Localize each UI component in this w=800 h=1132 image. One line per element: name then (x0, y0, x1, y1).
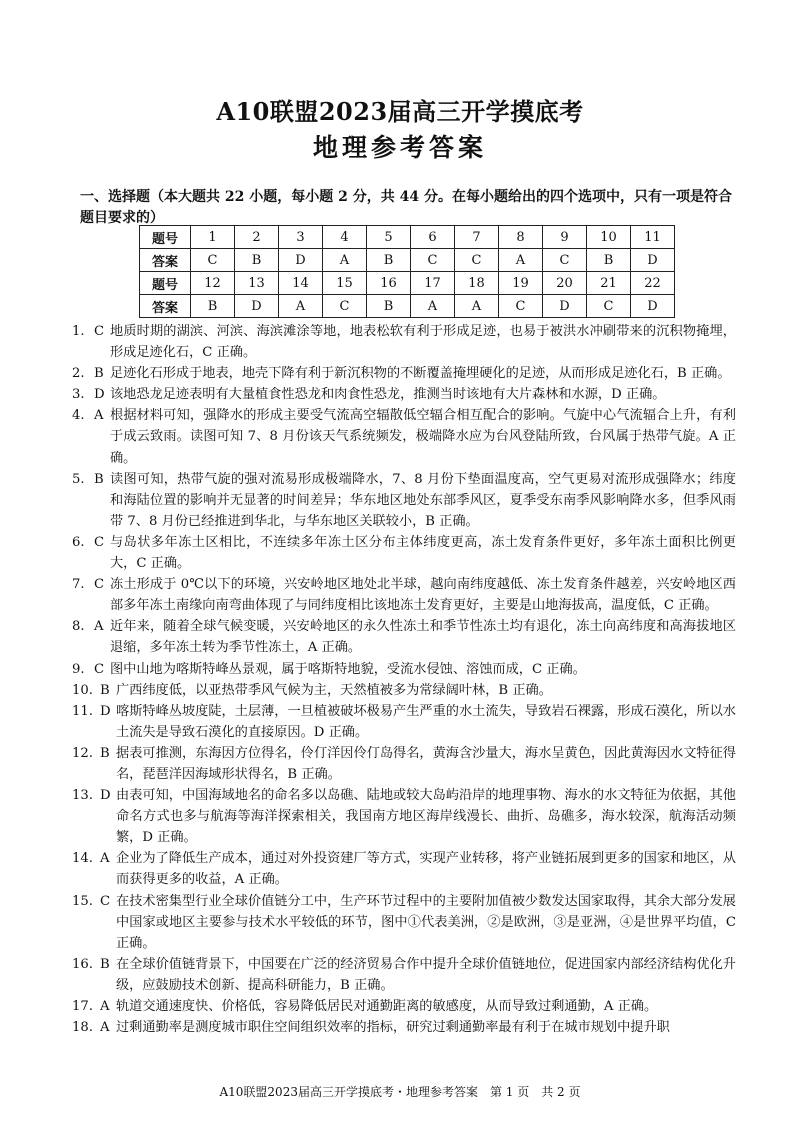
answer-explanations (72, 321, 736, 1038)
item-text: 由表可知，中国海域地名的命名多以岛礁、陆地或较大岛屿沿岸的地理事物、海水的水文特征为依据，其他命名方式也多与航海等海洋探索相关，我国南方地区海岸线漫长、曲折、岛礁多，海水较深，航海活动频繁，D 正确。 (116, 788, 736, 846)
item-answer: C (94, 661, 105, 677)
item-number: 2. (72, 366, 85, 382)
item-answer: C (94, 534, 105, 550)
page-subtitle: 地理参考答案 (312, 133, 487, 162)
item-text: 与岛状多年冻土区相比，不连续多年冻土区分布主体纬度更高，冻土发育条件更好，多年冻土面积比例更大，C 正确。 (110, 534, 736, 572)
section-heading: 一、选择题（本大题共 22 小题，每小题 2 分，共 44 分。在每小题给出的四个选项中，只有一项是符合题目要求的） (80, 189, 732, 226)
table-cell: B (587, 249, 631, 272)
item-text: 读图可知，热带气旋的强对流易形成极端降水，7、8 月份下垫面温度高，空气更易对流形成强降水；纬度和海陆位置的影响并无显著的时间差异；华东地区地处东部季风区，夏季受东南季风影响降水多，但季风雨带 7、8 月份已经推进到华北，与华东地区关联较小，B 正确。 (110, 471, 736, 529)
table-cell: C (191, 249, 235, 272)
item-number: 5. (72, 471, 85, 487)
item-text: 在技术密集型行业全球价值链分工中，生产环节过程中的主要附加值被少数发达国家取得，其余大部分发展中国家或地区主要参与技术水平较低的环节，图中①代表美洲，②是欧洲，③是亚洲，④是世界平均值，C 正确。 (116, 893, 736, 951)
table-cell: D (235, 295, 279, 318)
item-number: 6. (72, 534, 85, 550)
table-row (140, 295, 675, 318)
page-footer: A10联盟2023届高三开学摸底考・地理参考答案 第 1 页 共 2 页 (219, 1085, 581, 1099)
item-text: 轨道交通速度快、价格低，容易降低居民对通勤距离的敏感度，从而导致过剩通勤，A 正确。 (116, 999, 658, 1014)
table-cell: 19 (499, 272, 543, 295)
table-row (140, 226, 675, 249)
table-cell: 6 (411, 226, 455, 249)
table-row (140, 272, 675, 295)
item-answer: B (94, 471, 104, 487)
table-cell: 11 (631, 226, 675, 249)
item-answer: A (100, 1020, 110, 1036)
item-text: 过剩通勤率是测度城市职住空间组织效率的指标，研究过剩通勤率最有利于在城市规划中提升职 (116, 1020, 670, 1036)
item-number: 3. (72, 387, 85, 403)
item-text: 地质时期的湖滨、河滨、海滨滩涂等地，地表松软有利于形成足迹，也易于被洪水冲刷带来的沉积物掩埋，形成足迹化石，C 正确。 (110, 324, 736, 361)
list-item (72, 954, 736, 996)
table-cell: C (499, 295, 543, 318)
table-cell: 1 (191, 226, 235, 249)
list-item (72, 659, 736, 680)
item-number: 14. (72, 851, 93, 867)
table-cell: 9 (543, 226, 587, 249)
item-text: 在全球价值链背景下，中国要在广泛的经济贸易合作中提升全球价值链地位，促进国家内部经济结构优化升级，应鼓励技术创新、提高科研能力，B 正确。 (116, 956, 736, 993)
table-cell: 12 (191, 272, 235, 295)
table-header-cell: 答案 (140, 295, 191, 318)
list-item (72, 701, 736, 743)
list-item (72, 680, 736, 701)
table-cell: A (499, 249, 543, 272)
table-cell: 20 (543, 272, 587, 295)
item-text: 图中山地为喀斯特峰丛景观，属于喀斯特地貌，受流水侵蚀、溶蚀而成，C 正确。 (110, 661, 586, 677)
table-cell: 13 (235, 272, 279, 295)
item-number: 18. (72, 1020, 93, 1036)
table-cell: B (191, 295, 235, 318)
table-cell: C (455, 249, 499, 272)
table-header-cell: 题号 (140, 272, 191, 295)
table-cell: A (279, 295, 323, 318)
table-cell: A (323, 249, 367, 272)
item-answer: B (100, 682, 110, 698)
item-answer: D (100, 703, 111, 719)
list-item (72, 384, 736, 405)
item-number: 15. (72, 893, 93, 909)
table-cell: 14 (279, 272, 323, 295)
table-cell: C (323, 295, 367, 318)
table-cell: 10 (587, 226, 631, 249)
table-header-cell: 答案 (140, 249, 191, 272)
answer-table (139, 225, 675, 318)
item-answer: A (100, 999, 110, 1014)
table-cell: D (279, 249, 323, 272)
item-answer: D (94, 387, 105, 403)
table-cell: 18 (455, 272, 499, 295)
table-cell: C (543, 249, 587, 272)
table-cell: 22 (631, 272, 675, 295)
item-answer: A (94, 619, 104, 635)
table-row (140, 249, 675, 272)
table-cell: 8 (499, 226, 543, 249)
table-cell: D (631, 249, 675, 272)
list-item (72, 616, 736, 658)
list-item (72, 785, 736, 848)
table-cell: D (631, 295, 675, 318)
table-cell: 5 (367, 226, 411, 249)
item-text: 广西纬度低，以亚热带季风气候为主，天然植被多为常绿阔叶林，B 正确。 (116, 682, 552, 698)
list-item (72, 363, 736, 384)
table-cell: B (367, 249, 411, 272)
item-text: 喀斯特峰丛坡度陡，土层薄，一旦植被破坏极易产生严重的水土流失，导致岩石裸露，形成石漠化，所以水土流失是导致石漠化的直接原因。D 正确。 (116, 703, 736, 740)
item-number: 17. (72, 999, 93, 1014)
list-item (72, 405, 736, 468)
list-item (72, 996, 736, 1017)
table-cell: A (455, 295, 499, 318)
list-item (72, 321, 736, 363)
page-title: A10联盟2023届高三开学摸底考 (216, 97, 584, 126)
table-cell: B (235, 249, 279, 272)
table-cell: 4 (323, 226, 367, 249)
item-number: 4. (72, 408, 85, 424)
item-text: 冻土形成于 0℃以下的环境，兴安岭地区地处北半球，越向南纬度越低、冻土发育条件越差，兴安岭地区西部多年冻土南缘向南弯曲体现了与同纬度相比该地冻土发育更好，主要是山地海拔高，温度低，C 正确。 (110, 577, 736, 614)
item-answer: A (94, 408, 104, 424)
item-number: 11. (72, 703, 93, 719)
table-cell: 17 (411, 272, 455, 295)
item-answer: B (100, 745, 110, 761)
table-cell: D (543, 295, 587, 318)
table-cell: 15 (323, 272, 367, 295)
list-item (72, 469, 736, 532)
item-number: 8. (72, 619, 85, 635)
item-number: 1. (72, 324, 85, 339)
item-number: 10. (72, 682, 93, 698)
item-answer: B (100, 956, 110, 972)
item-answer: B (94, 366, 104, 382)
item-text: 足迹化石形成于地表，地壳下降有利于新沉积物的不断覆盖掩埋硬化的足迹，从而形成足迹化石，B 正确。 (110, 366, 731, 382)
list-item (72, 848, 736, 890)
item-answer: A (100, 851, 110, 867)
table-cell: 7 (455, 226, 499, 249)
table-cell: C (411, 249, 455, 272)
item-answer: D (100, 788, 111, 804)
item-answer: C (94, 324, 105, 339)
item-number: 12. (72, 745, 93, 761)
table-cell: 3 (279, 226, 323, 249)
table-cell: 16 (367, 272, 411, 295)
item-number: 16. (72, 956, 93, 972)
list-item (72, 743, 736, 785)
item-number: 7. (72, 577, 85, 593)
item-answer: C (100, 893, 111, 909)
item-text: 据表可推测，东海因方位得名，伶仃洋因伶仃岛得名，黄海含沙量大，海水呈黄色，因此黄海因水文特征得名，琵琶洋因海域形状得名，B 正确。 (116, 745, 736, 782)
item-number: 9. (72, 661, 85, 677)
list-item (72, 891, 736, 954)
item-text: 近年来，随着全球气候变暖，兴安岭地区的永久性冻土和季节性冻土均有退化，冻土向高纬度和高海拔地区退缩，多年冻土转为季节性冻土，A 正确。 (110, 619, 736, 656)
list-item (72, 1017, 736, 1038)
item-number: 13. (72, 788, 93, 804)
table-cell: 21 (587, 272, 631, 295)
table-header-cell: 题号 (140, 226, 191, 249)
list-item (72, 574, 736, 616)
item-answer: C (94, 577, 105, 593)
item-text: 企业为了降低生产成本，通过对外投资建厂等方式，实现产业转移，将产业链拓展到更多的国家和地区，从而获得更多的收益，A 正确。 (116, 851, 736, 888)
item-text: 根据材料可知，强降水的形成主要受气流高空辐散低空辐合相互配合的影响。气旋中心气流辐合上升，有利于成云致雨。读图可知 7、8 月份该天气系统频发，极端降水应为台风登陆所致，台风属于热带气旋。A 正确。 (110, 408, 736, 466)
table-cell: 2 (235, 226, 279, 249)
item-text: 该地恐龙足迹表明有大量植食性恐龙和肉食性恐龙，推测当时该地有大片森林和水源，D 正确。 (110, 387, 666, 403)
table-cell: B (367, 295, 411, 318)
table-cell: A (411, 295, 455, 318)
list-item (72, 532, 736, 574)
table-cell: C (587, 295, 631, 318)
